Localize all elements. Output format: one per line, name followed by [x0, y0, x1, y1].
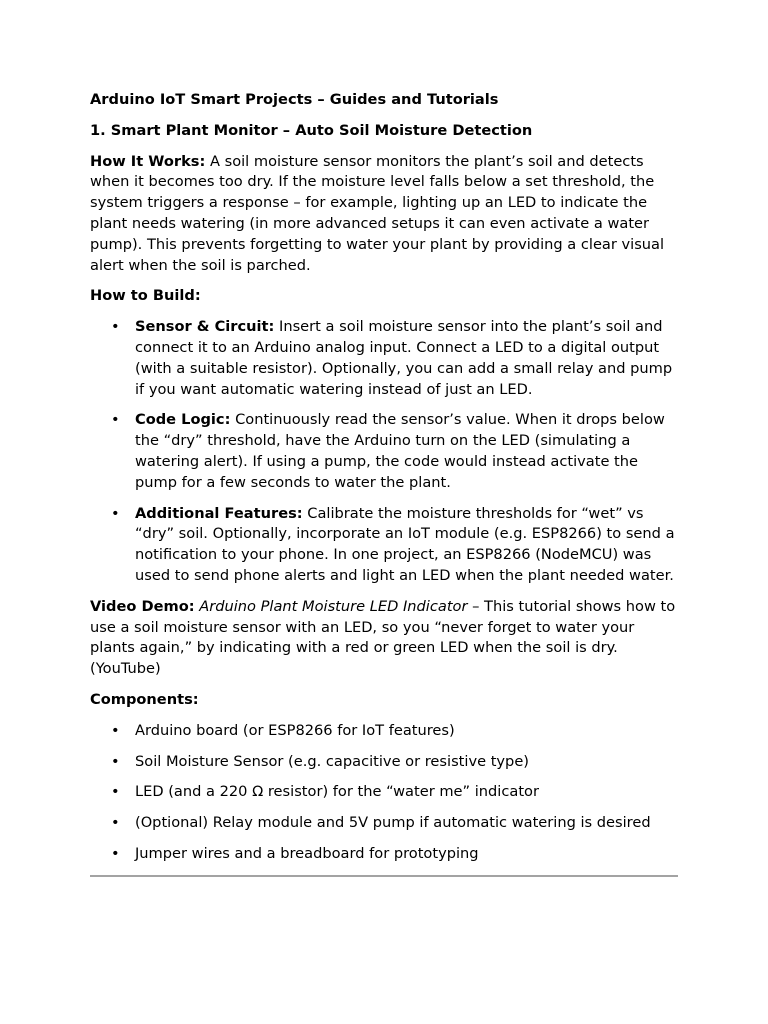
bullet: •: [111, 844, 120, 862]
how-it-works-text: A soil moisture sensor monitors the plant’s soil and detects when it becomes too dry. If the moisture level falls below a set threshold, the system triggers a response – for example, lighting up an LED to indicate the plant needs watering (in more advanced setups it can even activate a water pump). This prevents forgetting to water your plant by providing a clear visual alert when the soil is parched.: [90, 152, 665, 274]
bullet: •: [111, 318, 120, 336]
list-item-text: Calibrate the moisture thresholds for “wet” vs “dry” soil. Optionally, incorporate an IoT module (e.g. ESP8266) to send a notification to your phone. In one project, an ESP8266 (NodeMCU) was used to send phone alerts and light an LED when the plant needed water.: [135, 504, 675, 584]
horizontal-rule: [90, 875, 678, 877]
list-item: [90, 317, 680, 400]
list-item: [90, 844, 680, 865]
bullet: •: [111, 411, 120, 429]
bullet: •: [111, 814, 120, 832]
list-item: [90, 504, 680, 587]
how-to-build-list: [90, 317, 680, 587]
list-item-text: Arduino board (or ESP8266 for IoT features): [135, 721, 455, 739]
list-item-text: (Optional) Relay module and 5V pump if automatic watering is desired: [135, 814, 651, 832]
list-item-text: Jumper wires and a breadboard for prototyping: [135, 844, 479, 862]
components-heading: Components:: [90, 690, 199, 708]
list-item-label: Sensor & Circuit:: [135, 318, 275, 336]
section-title: 1. Smart Plant Monitor – Auto Soil Moisture Detection: [90, 121, 533, 139]
list-item-label: Code Logic:: [135, 411, 231, 429]
bullet: •: [111, 752, 120, 770]
list-item: [90, 410, 680, 493]
bullet: •: [111, 783, 120, 801]
components-list: [90, 721, 680, 865]
document-title: Arduino IoT Smart Projects – Guides and Tutorials: [90, 91, 499, 108]
list-item: [90, 813, 680, 834]
video-demo-paragraph: [90, 597, 680, 680]
list-item: [90, 721, 680, 742]
list-item-text: Insert a soil moisture sensor into the plant’s soil and connect it to an Arduino analog input. Connect a LED to a digital output (with a suitable resistor). Optionally, you can add a small relay and pump if you want automatic watering instead of just an LED.: [135, 318, 673, 398]
bullet: •: [111, 504, 120, 522]
bullet: •: [111, 721, 120, 739]
list-item-text: Soil Moisture Sensor (e.g. capacitive or resistive type): [135, 752, 529, 770]
list-item-label: Additional Features:: [135, 504, 303, 522]
list-item: [90, 782, 680, 803]
video-demo-text: – This tutorial shows how to use a soil moisture sensor with an LED, so you “never forget to water your plants again,” by indicating with a red or green LED when the soil is dry. (YouTube): [90, 597, 676, 678]
list-item-text: LED (and a 220 Ω resistor) for the “water me” indicator: [135, 783, 539, 801]
how-it-works-paragraph: [90, 152, 680, 277]
video-demo-title: Arduino Plant Moisture LED Indicator: [199, 597, 468, 615]
list-item: [90, 752, 680, 773]
how-to-build-heading: How to Build:: [90, 287, 201, 305]
video-demo-label: Video Demo:: [90, 597, 195, 615]
document-page: [90, 90, 680, 877]
list-item-text: Continuously read the sensor’s value. When it drops below the “dry” threshold, have the Arduino turn on the LED (simulating a watering alert). If using a pump, the code would instead activate the pump for a few seconds to water the plant.: [135, 411, 665, 491]
how-it-works-label: How It Works:: [90, 152, 206, 170]
